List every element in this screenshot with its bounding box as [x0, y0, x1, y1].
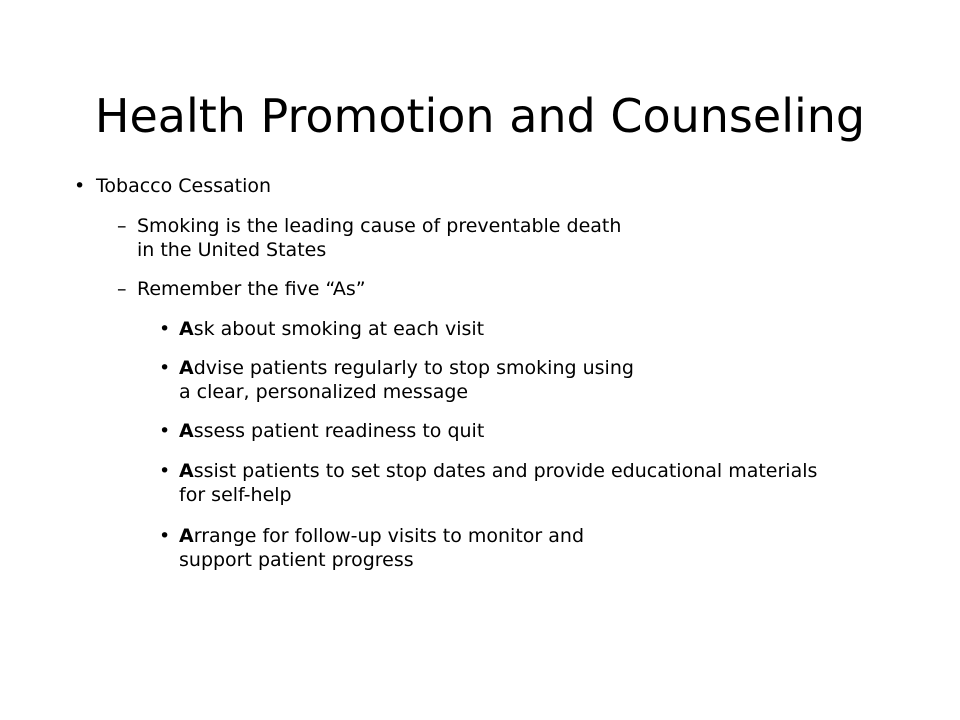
- bullet-marker: •: [159, 420, 171, 442]
- dash-marker: –: [117, 278, 127, 300]
- five-as-item-advise: [179, 356, 634, 404]
- item-text: ssess patient readiness to quit: [193, 420, 485, 442]
- bullet-tobacco-cessation: Tobacco Cessation: [96, 175, 272, 197]
- subbullet-line: Smoking is the leading cause of preventable death: [137, 215, 622, 237]
- item-text: rrange for follow-up visits to monitor and: [193, 525, 585, 547]
- bullet-marker: •: [159, 357, 171, 379]
- item-text: a clear, personalized message: [179, 381, 469, 403]
- five-as-item-ask: [179, 317, 484, 341]
- bullet-marker: •: [159, 318, 171, 340]
- five-as-item-assist: [179, 459, 817, 507]
- subbullet-five-as: [137, 277, 366, 301]
- lead-letter: A: [179, 357, 194, 379]
- item-text: support patient progress: [179, 549, 414, 571]
- item-text: dvise patients regularly to stop smoking using: [193, 357, 634, 379]
- item-text: ssist patients to set stop dates and provide educational materials: [193, 460, 818, 482]
- five-as-item-assess: [179, 419, 484, 443]
- subbullet-line: in the United States: [137, 239, 327, 261]
- bullet-marker: •: [74, 175, 86, 197]
- dash-marker: –: [117, 215, 127, 237]
- subbullet-line: Remember the five “As”: [137, 278, 366, 300]
- subbullet-smoking-leading-cause: [137, 214, 621, 262]
- five-as-item-arrange: [179, 524, 584, 572]
- slide-title: Health Promotion and Counseling: [94, 89, 866, 143]
- item-text: for self-help: [179, 484, 292, 506]
- lead-letter: A: [179, 460, 194, 482]
- bullet-marker: •: [159, 460, 171, 482]
- lead-letter: A: [179, 318, 194, 340]
- bullet-marker: •: [159, 525, 171, 547]
- lead-letter: A: [179, 420, 194, 442]
- item-text: sk about smoking at each visit: [193, 318, 485, 340]
- lead-letter: A: [179, 525, 194, 547]
